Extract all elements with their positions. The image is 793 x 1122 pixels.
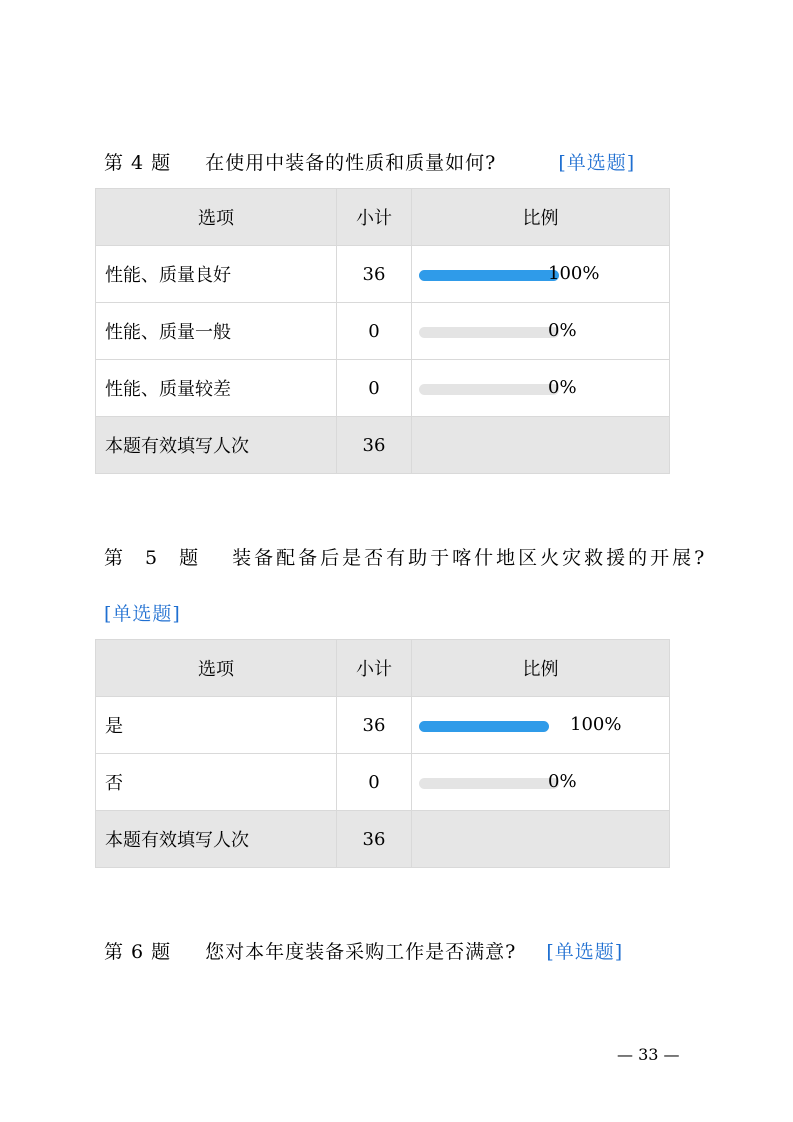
total-label: 本题有效填写人次 (96, 417, 337, 474)
page-number: — 33 — (617, 1045, 680, 1064)
progress-bar-track (419, 778, 559, 789)
table-row (96, 697, 670, 754)
ratio-cell (412, 697, 670, 754)
question-number: 第 4 题 (104, 152, 172, 174)
percent-label: 100% (570, 714, 622, 735)
progress-bar-fill (419, 721, 549, 732)
total-empty-cell (412, 417, 670, 474)
option-label: 性能、质量一般 (96, 303, 337, 360)
option-label: 性能、质量良好 (96, 246, 337, 303)
progress-bar-fill (419, 270, 559, 281)
table-row (96, 754, 670, 811)
total-label: 本题有效填写人次 (96, 811, 337, 868)
option-count: 0 (337, 754, 412, 811)
option-count: 0 (337, 303, 412, 360)
table-row (96, 303, 670, 360)
option-label: 否 (96, 754, 337, 811)
option-count: 36 (337, 697, 412, 754)
question-4-table (95, 188, 670, 474)
percent-label: 0% (548, 771, 577, 792)
table-row (96, 246, 670, 303)
question-text: 在使用中装备的性质和质量如何? (205, 152, 497, 174)
question-text: 您对本年度装备采购工作是否满意? (205, 941, 517, 963)
total-row (96, 811, 670, 868)
question-number: 第 6 题 (104, 941, 172, 963)
question-4-title (104, 148, 635, 175)
progress-bar-track (419, 327, 559, 338)
percent-label: 0% (548, 320, 577, 341)
total-count: 36 (337, 811, 412, 868)
option-count: 0 (337, 360, 412, 417)
question-6-title (104, 937, 623, 964)
total-count: 36 (337, 417, 412, 474)
progress-bar-track (419, 384, 559, 395)
percent-label: 100% (548, 263, 600, 284)
question-type-tag: [单选题] (558, 152, 636, 174)
ratio-cell (412, 246, 670, 303)
header-option: 选项 (96, 189, 337, 246)
question-5-title (104, 543, 707, 570)
ratio-cell (412, 303, 670, 360)
question-5-table (95, 639, 670, 868)
option-count: 36 (337, 246, 412, 303)
question-number: 第 5 题 (104, 547, 207, 569)
question-type-tag: [单选题] (104, 603, 181, 625)
percent-label: 0% (548, 377, 577, 398)
table-header-row (96, 189, 670, 246)
header-count: 小计 (337, 640, 412, 697)
table-header-row (96, 640, 670, 697)
header-ratio: 比例 (412, 189, 670, 246)
header-ratio: 比例 (412, 640, 670, 697)
ratio-cell (412, 360, 670, 417)
total-row (96, 417, 670, 474)
progress-bar-track (419, 270, 559, 281)
question-text: 装备配备后是否有助于喀什地区火灾救援的开展? (232, 547, 708, 569)
header-option: 选项 (96, 640, 337, 697)
header-count: 小计 (337, 189, 412, 246)
ratio-cell (412, 754, 670, 811)
option-label: 性能、质量较差 (96, 360, 337, 417)
option-label: 是 (96, 697, 337, 754)
table-row (96, 360, 670, 417)
total-empty-cell (412, 811, 670, 868)
progress-bar-track (419, 721, 549, 732)
question-type-tag: [单选题] (546, 941, 624, 963)
